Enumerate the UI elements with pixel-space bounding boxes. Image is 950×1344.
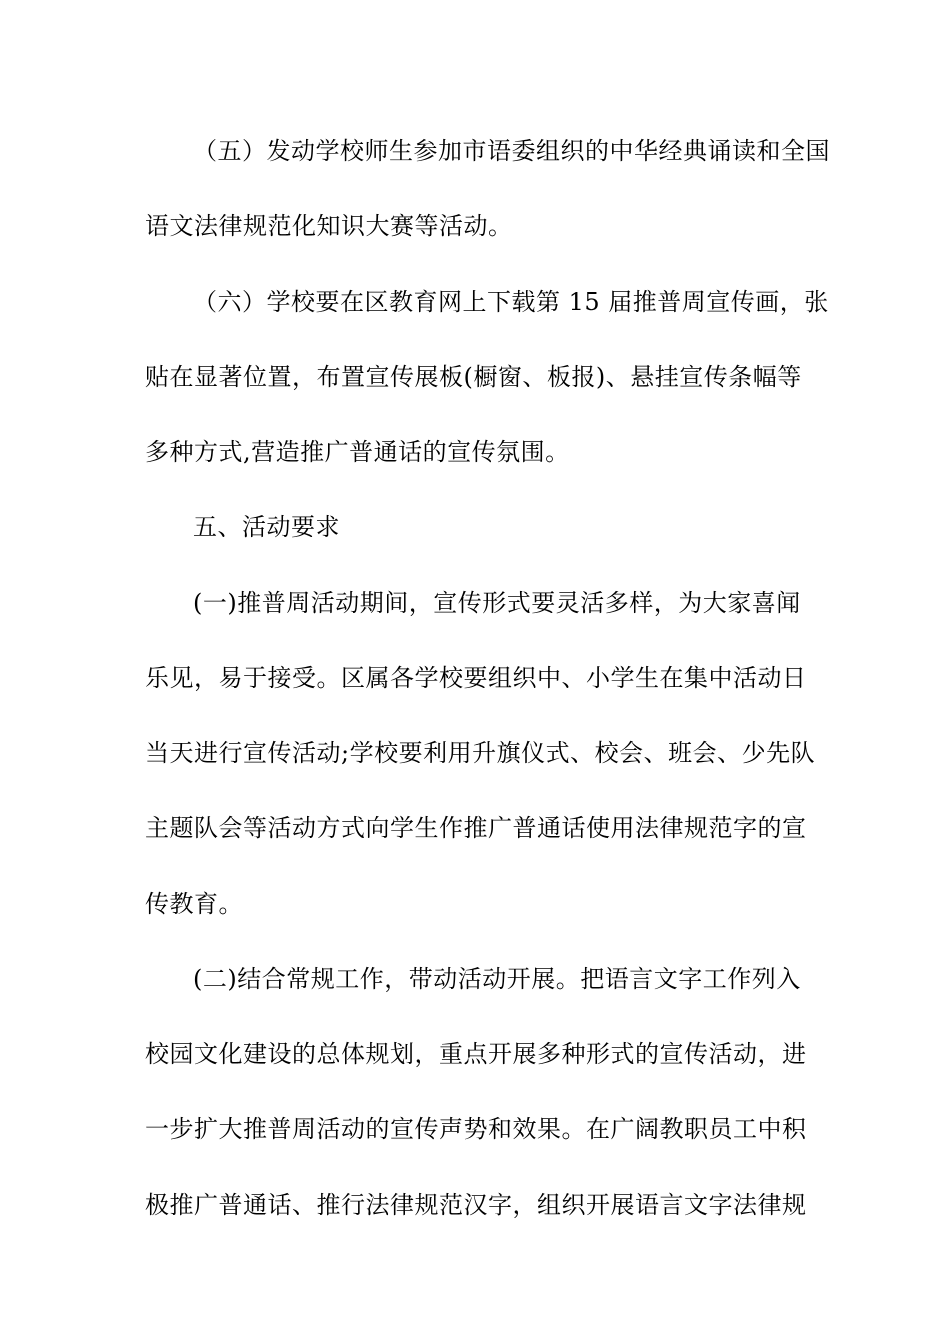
paragraph-6-line-3: 多种方式,营造推广普通话的宣传氛围。 [145,438,570,466]
requirement-1-line-2: 乐见，易于接受。区属各学校要组织中、小学生在集中活动日 [145,664,807,692]
paragraph-5-line-2: 语文法律规范化知识大赛等活动。 [145,212,513,240]
requirement-2-line-4: 极推广普通话、推行法律规范汉字，组织开展语言文字法律规 [145,1191,807,1219]
requirement-1-line-1: (一)推普周活动期间，宣传形式要灵活多样，为大家喜闻 [193,589,801,617]
section-heading-activity-requirements: 五、活动要求 [193,513,340,541]
paragraph-6-line-2: 贴在显著位置，布置宣传展板(橱窗、板报)、悬挂宣传条幅等 [145,363,802,391]
requirement-1-line-4: 主题队会等活动方式向学生作推广普通话使用法律规范字的宣 [145,814,807,842]
requirement-2-line-2: 校园文化建设的总体规划，重点开展多种形式的宣传活动，进 [145,1040,807,1068]
requirement-2-line-1: (二)结合常规工作，带动活动开展。把语言文字工作列入 [193,965,801,993]
paragraph-6-line-1: （六）学校要在区教育网上下载第 15 届推普周宣传画，张 [193,288,829,316]
paragraph-5-line-1: （五）发动学校师生参加市语委组织的中华经典诵读和全国 [193,137,830,165]
requirement-2-line-3: 一步扩大推普周活动的宣传声势和效果。在广阔教职员工中积 [145,1115,807,1143]
requirement-1-line-5: 传教育。 [145,890,243,918]
requirement-1-line-3: 当天进行宣传活动;学校要利用升旗仪式、校会、班会、少先队 [145,739,816,767]
